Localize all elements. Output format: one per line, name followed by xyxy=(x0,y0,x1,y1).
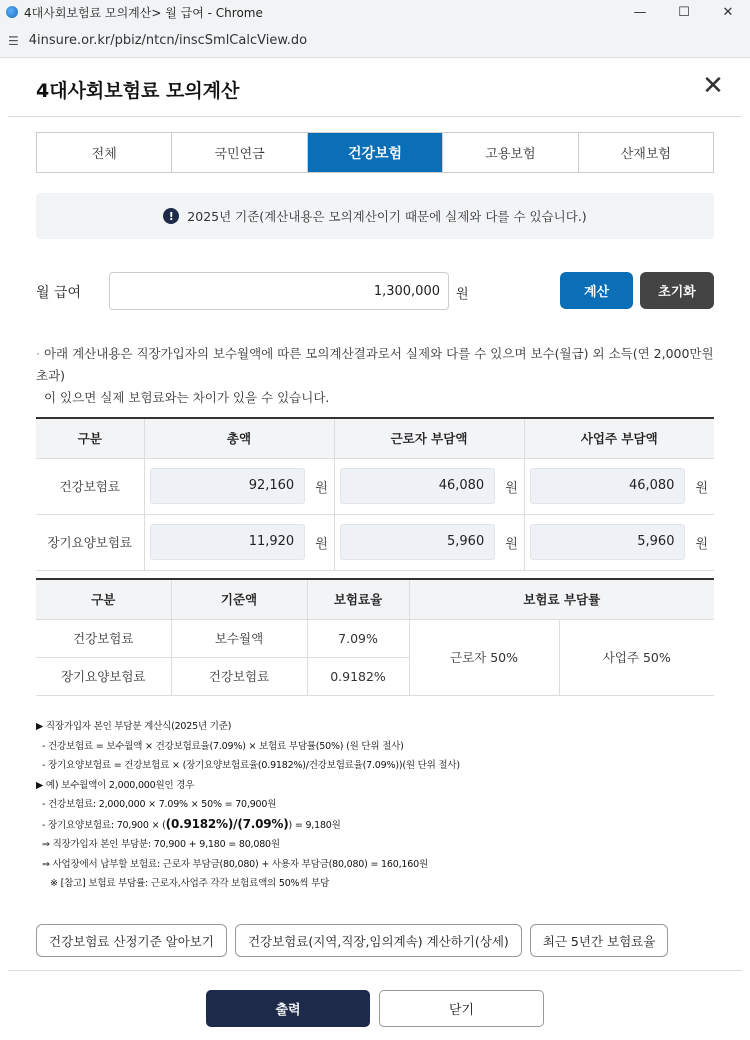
formula-line: - 건강보험료 = 보수월액 × 건강보험료율(7.09%) × 보험료 부담률(50%) (원 단위 절사) xyxy=(42,740,404,752)
window-titlebar xyxy=(0,0,750,24)
recent-rates-button[interactable]: 최근 5년간 보험료율 xyxy=(530,924,669,957)
tab-national-pension[interactable]: 국민연금 xyxy=(172,133,307,172)
table-header: 근로자 부담액 xyxy=(334,418,524,458)
base-value: 건강보험료 xyxy=(171,657,307,695)
alert-icon: ! xyxy=(163,208,179,224)
example-line: - 건강보험료: 2,000,000 × 7.09% × 50% = 70,900원 xyxy=(42,799,277,810)
table-row xyxy=(36,619,714,657)
rate-value: 0.9182% xyxy=(307,657,409,695)
row-label: 건강보험료 xyxy=(36,458,144,514)
tab-health-insurance[interactable]: 건강보험 xyxy=(308,133,443,172)
description xyxy=(36,343,726,409)
unit-label: 원 xyxy=(315,480,328,496)
health-total-value: 92,160 xyxy=(150,468,305,504)
example-ratio: (0.9182%)/(7.09%) xyxy=(165,816,289,831)
table-header-row xyxy=(36,579,714,619)
worker-share: 근로자 50% xyxy=(409,619,559,695)
description-line-2: 이 있으면 실제 보험료와는 차이가 있을 수 있습니다. xyxy=(44,390,330,405)
table-header: 기준액 xyxy=(171,579,307,619)
window-close-icon[interactable]: ✕ xyxy=(722,4,734,20)
rate-value: 7.09% xyxy=(307,619,409,657)
footer-divider xyxy=(8,970,742,971)
reference-note: ※ [참고] 보험료 부담률: 근로자,사업주 각각 보험료액의 50%씩 부담 xyxy=(50,878,330,889)
close-button[interactable]: 닫기 xyxy=(379,990,544,1027)
header-divider xyxy=(8,116,742,117)
notice-box xyxy=(36,193,714,239)
ltc-worker-value: 5,960 xyxy=(340,524,495,560)
formula-heading: ▶ 직장가입자 본인 부담분 계산식(2025년 기준) xyxy=(36,721,232,732)
ltc-employer-value: 5,960 xyxy=(530,524,685,560)
address-bar xyxy=(0,24,750,58)
unit-label: 원 xyxy=(315,536,328,552)
tab-all[interactable]: 전체 xyxy=(37,133,172,172)
example-line: ⇒ 직장가입자 본인 부담분: 70,900 + 9,180 = 80,080원 xyxy=(42,839,280,850)
table-header: 보험료 부담률 xyxy=(409,579,714,619)
unit-label: 원 xyxy=(695,536,709,552)
salary-label: 월 급여 xyxy=(36,285,82,301)
example-text: - 장기요양보험료: 70,900 × ( xyxy=(42,819,166,831)
formula-line: - 장기요양보험료 = 건강보험료 × (장기요양보험료율(0.9182%)/건강보험료율(7.09%))(원 단위 절사) xyxy=(42,760,460,771)
modal-title: 4대사회보험료 모의계산 xyxy=(36,80,240,102)
unit-label: 원 xyxy=(505,480,518,496)
health-employer-value: 46,080 xyxy=(530,468,685,504)
table-header: 구분 xyxy=(36,418,144,458)
row-label: 건강보험료 xyxy=(36,619,171,657)
unit-label: 원 xyxy=(695,480,709,496)
calculate-button[interactable]: 계산 xyxy=(560,272,633,309)
rate-table xyxy=(36,578,714,696)
bullet-dot: · xyxy=(36,346,40,361)
table-row xyxy=(36,514,714,570)
tab-industrial-accident[interactable]: 산재보험 xyxy=(579,133,713,172)
insurance-tabs xyxy=(36,132,714,173)
description-line-1: 아래 계산내용은 직장가입자의 보수월액에 따른 모의계산결과로서 실제와 다를 수 있으며 보수(월급) 외 소득(연 2,000만원 초과) xyxy=(36,346,714,383)
example-heading: ▶ 예) 보수월액이 2,000,000원인 경우 xyxy=(36,779,195,791)
example-line: ⇒ 사업장에서 납부할 보험료: 근로자 부담금(80,080) + 사용자 부담금(80,080) = 160,160원 xyxy=(42,858,428,870)
site-info-icon[interactable]: ☰ xyxy=(8,33,19,48)
site-favicon-icon xyxy=(6,6,18,18)
table-header: 구분 xyxy=(36,579,171,619)
employer-share: 사업주 50% xyxy=(559,619,714,695)
table-header: 총액 xyxy=(144,418,334,458)
notice-text: 2025년 기준(계산내용은 모의계산이기 때문에 실제와 다를 수 있습니다.) xyxy=(187,209,587,224)
row-label: 장기요양보험료 xyxy=(36,514,144,570)
reset-button[interactable]: 초기화 xyxy=(640,272,714,309)
detailed-calc-button[interactable]: 건강보험료(지역,직장,임의계속) 계산하기(상세) xyxy=(235,924,522,957)
window-title: 4대사회보험료 모의계산> 월 급여 - Chrome xyxy=(24,5,263,20)
row-label: 장기요양보험료 xyxy=(36,657,171,695)
window-controls xyxy=(618,0,750,24)
minimize-icon[interactable]: — xyxy=(633,4,647,20)
table-header-row xyxy=(36,418,714,458)
ltc-total-value: 11,920 xyxy=(150,524,305,560)
example-text: ) = 9,180원 xyxy=(288,819,341,831)
close-icon[interactable]: ✕ xyxy=(702,71,724,101)
health-worker-value: 46,080 xyxy=(340,468,495,504)
print-button[interactable]: 출력 xyxy=(206,990,370,1027)
example-line xyxy=(36,815,736,836)
result-table xyxy=(36,417,714,571)
unit-label: 원 xyxy=(505,536,518,552)
salary-unit: 원 xyxy=(456,287,469,302)
table-header: 보험료율 xyxy=(307,579,409,619)
health-premium-criteria-button[interactable]: 건강보험료 산정기준 알아보기 xyxy=(36,924,227,957)
base-value: 보수월액 xyxy=(171,619,307,657)
maximize-icon[interactable]: ☐ xyxy=(678,4,690,20)
url-text[interactable]: 4insure.or.kr/pbiz/ntcn/inscSmlCalcView.do xyxy=(28,33,308,48)
table-header: 사업주 부담액 xyxy=(524,418,714,458)
salary-input[interactable] xyxy=(109,272,449,310)
formula-notes xyxy=(36,717,736,894)
tab-employment-insurance[interactable]: 고용보험 xyxy=(443,133,578,172)
table-row xyxy=(36,458,714,514)
link-buttons xyxy=(36,924,668,957)
